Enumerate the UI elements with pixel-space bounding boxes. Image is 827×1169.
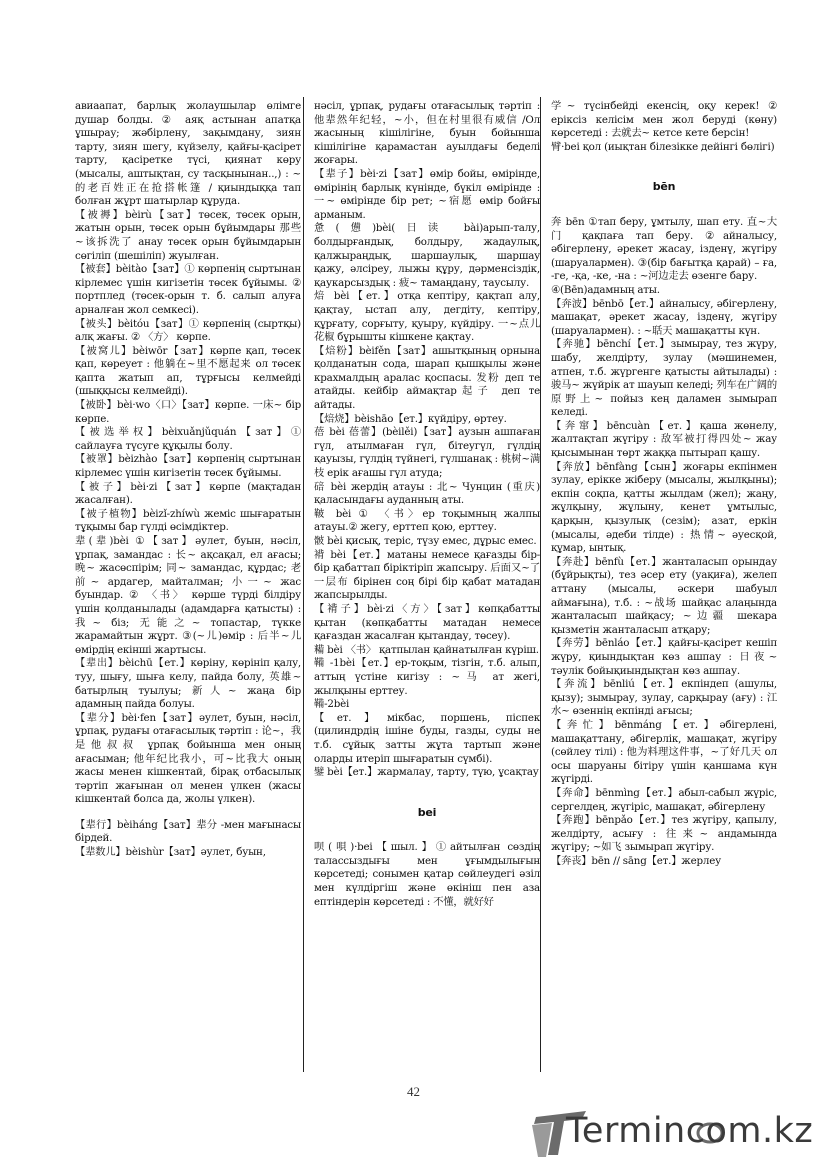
dictionary-entry: 学~ түсінбейді екенсің, оқу керек! ② еріксіз келісім мен жол беруді (көну) көрсетеді : 去就去~ кетсе кете берсін! [551, 100, 777, 140]
dictionary-entry: 辈(辈)bèi ①【зат】әулет, буын, нәсіл, ұрпақ, замандас : 长~ ақсақал, ел ағасы; 晚~ жасөспірім; 同~ замандас, құрдас; 老前~ ардагер, майталман; 小一~ жас буындар. ② 〈书〉 көрше түрді білдіру үшін қолданылады (адамдарға қатысты) : 我~ біз; 无能之~ топастар, түкке жарамайтын жұрт. ③(~儿)өмір : 后半~儿 өмірдің екінші жартысы. [75, 535, 301, 656]
dictionary-entry: 【被罩】bèizhào【зат】көрпенің сыртынан кірлемес үшін кигізетін төсек бұйымы. [75, 453, 301, 480]
dictionary-entry: 【辈出】bèichū【ет.】көріну, көрініп қалу, туу, шығу, шыға келу, пайда болу, 英雄~ батырлың туылуы; 新人~ жаңа бір адамның пайда болуы. [75, 657, 301, 711]
dictionary-entry: 【奔丧】bēn // sāng【ет.】жерлеу [551, 854, 721, 867]
dictionary-entry: 碚 bèi жердің атауы : 北~ Чунцин (重庆) қаласындағы ауданның аты. [314, 480, 540, 507]
section-heading: bei [417, 805, 437, 819]
column-3 [551, 100, 777, 1080]
dictionary-entry: 【被选举权】bèixuǎnjǔquán【зат】① сайлауға түсуге құқылы болу. [75, 426, 301, 452]
dictionary-entry: 鞴-2bèi [314, 698, 350, 711]
dictionary-entry: 【奔流】bēnliú【ет.】екпіндеп (ашулы, қызу); зымырау, зулау, сарқырау (ағу) : 江水~ өзеннің екпінді ағысы; [551, 678, 777, 718]
column-1 [75, 100, 301, 1080]
dictionary-entry: авиаапат, барлық жолаушылар өлімге душар болды. ② аяқ астынан апатқа ұшырау; жәбірлену, зақымдану, зиян тарту, зиян шегу, күйзелу, қайғы-қасірет тарту, қасіретке түсі, қиянат көру (мысалы, аштықтан, су тасқынынан..,) : ~的老百姓正在抢搭帐篷 / қиындыққа тап болған жұрт шатырлар құруда. [75, 100, 301, 208]
dictionary-entry: 【被套】bèitào【зат】① көрпенің сыртынан кірлемес үшін кигізетін төсек бұйымы. ② портплед (төсек-орын т. б. салып алуға арналған жол семкесі). [75, 263, 301, 316]
dictionary-entry: 【奔赴】bēnfù【ет.】жанталасып орындау (бұйрықты), тез әсер ету (уақиға), желеп аттану (мысалы, әскери шабуыл аймағына), т.б. : ~战场 шайқас алаңында жанталасып шайқасу; ~边疆 шекара қызметін жанталасып атқару; [551, 555, 777, 636]
dictionary-entry: 【被子】bèi·zi【зат】көрпе (мақтадан жасалған). [75, 480, 301, 507]
dictionary-entry: 鞁 bèi ① 〈书〉ер тоқымның жалпы атауы.② жегу, ерттеп қою, ерттеу. [314, 507, 540, 534]
dictionary-entry: 【焙烧】bèishāo【ет.】күйдіру, өртеу. [314, 412, 507, 425]
column-2 [314, 100, 540, 1080]
dictionary-entry: 【奔忙】bēnmáng【ет.】әбігерлені, машақаттану, әбігерлік, машақат, жүгіру (сөйлеу тілі) : 他为料理这件事，~了好几天 ол осы шаруаны бітіру үшін қаншама күн жүгірді. [551, 718, 777, 786]
logo-text: Termincom.kz [566, 1111, 814, 1151]
dictionary-entry: 【奔跑】bēnpǎo【ет.】тез жүгіру, қапылу, желдірту, асығу : 往来~ андамында жүгіру; ~如飞 зымырап жүгіру. [551, 814, 777, 854]
dictionary-entry: 【被头】bèitóu【зат】① көрпенің (сыртқы) алқ жағы. ② 〈方〉 көрпе. [75, 317, 301, 344]
dictionary-entry: 蓓 bèi 蓓蕾】(bèilěi)【зат】аузын ашпаған гүл, атылмаған гүл, бітеугүл, гүлдің қауызы, гүлдің түйнегі, гүлшанақ : 桃树~满枝 ерік ағашы гүл атуда; [314, 426, 540, 480]
dictionary-entry: 【奔驰】bēnchí【ет.】зымырау, тез жүру, шабу, желдірту, зулау (мәшинемен, атпен, т.б. жүргенге қатысты айтылады) : 骏马~ жүйрік ат шауып келеді; 列车在广阔的原野上~ пойыз кең даламен зымырап келеді. [551, 338, 777, 419]
dictionary-entry: 【辈子】bèi·zi【зат】өмір бойы, өмірінде, өмірінің барлық күнінде, бүкіл өмірінде : 一~ өмірінде бір рет; ~宿愿 өмір бойғы арманым. [314, 167, 540, 221]
dictionary-entry: 【被子植物】bèizǐ-zhíwù жеміс шығаратын тұқымы бар гүлді өсімдіктер. [75, 507, 301, 534]
dictionary-entry: 【被褥】bèirù【зат】төсек, төсек орын, жатын орын, төсек орын бұйымдары 那些~该拆洗了 анау төсек орын бұйымдарын сөгіліп (шешіліп) жуылған. [75, 208, 301, 262]
dictionary-entry: 【被窝儿】bèiwōr【зат】көрпе қап, төсек қап, көреует : 他躺在~里不愿起来 ол төсек қапта жатып ап, тұрғысы келмейді (шыққысы келмейді). [75, 344, 301, 398]
dictionary-entry: 鞴 -1bèi【ет.】ер-тоқым, тізгін, т.б. алып, аттың үстіне кигізу : ~马 ат жегі, жылқыны ерттеу. [314, 657, 540, 697]
dictionary-entry: 【奔劳】bēnláo【ет.】қайғы-қасірет кешіп жүру, қиындықтан көз ашпау : 日夜~ тәулік бойықиындықтан көз ашпау. [551, 637, 777, 677]
dictionary-entry: 【奔波】bēnbō【ет.】айналысу, әбігерлену, машақат, әрекет жасау, ізденү, жүгіру (шаруалармен). : ~聒天 машақатты күн. [551, 297, 777, 337]
dictionary-entry: 【奔命】bēnmìng【ет.】абыл-сабыл жүріс, сергелдең, жүгіріс, машақат, әбігерлену [551, 786, 777, 813]
dictionary-entry: 惫(憊)bèi(日读 bài)арып-талу, болдырғандық, болдыру, жадаулық, қалжыраңдық, шаршаулық, шаршау қажу, әлсіреу, лыжы құру, дәрменсіздік, қаукарсыздық : 疲~ тамаңдану, таусылу. [314, 222, 540, 289]
dictionary-entry: 奔 bēn ①тап беру, ұмтылу, шап ету. 直~大门 қақпаға тап беру. ②айналысу, әбігерлену, әрекет жасау, ізденү, жүгіру (шаруалармен). ③(бір бағытқа қарай) – ға, -ге, -қа, -ке, -на : ~河边走去 өзенге бару. [551, 215, 777, 283]
dictionary-entry: 【ет.】мікбас, поршень, піспек (цилиндрдің ішіне буды, газды, суды не т.б. сұйық затты жұта тартып және оларды итеріп шығаратын сүмбі). [314, 711, 540, 765]
dictionary-entry: 【辈行】bèiháng【зат】辈分 -мен мағынасы бірдей. [75, 818, 301, 845]
column-divider [540, 97, 541, 1072]
dictionary-entry: 【奔放】bēnfàng【сын】жоғары екпінмен зулау, ерікке жіберу (мысалы, жылқыны); екпін соқпа, қатты жылдам (жел); жаңу, жұлқыну, жұлыну, кенет ұмтылыс, қарқын, қызулық (сезім); азат, еркін (мысалы, әдеби тілде) : 热情~ әуесқой, құмар, ынтық. [551, 460, 777, 555]
page-number: 42 [407, 1084, 420, 1099]
dictionary-entry: 焙 bèi【ет.】отқа кептіру, қақтап алу, қақтау, ыстап алу, дегдіту, кептіру, құрғату, сорғыту, қуыру, күйдіру. 一~点儿花椒 бұрышты кішкене қақтау. [314, 290, 540, 344]
dictionary-entry: 糒 bèi 〈书〉 қатпылан қайнатылған күріш. [314, 643, 539, 656]
dictionary-entry: 臂·bei қол (иықтан білезікке дейінгі бөлігі) [551, 140, 775, 153]
dictionary-entry: 【辈分】bèi·fen【зат】әулет, буын, нәсіл, ұрпақ, рудағы отағасылық тәртіп : 论~，我是他叔叔 ұрпақ бойынша мен оның ағасыман; 他年纪比我小，可~比我大 оның жасы менен кішкентай, бірақ отбасылық тәртіп жағынан ол менен үлкен (жасы кішкентай болса да, жолы үлкен). [75, 711, 301, 806]
dictionary-entry: 【褙子】bèi·zi〈方〉【зат】көпқабатты қытан (көпқабатты матадан немесе қағаздан жасалған қытандау, төсеу). [314, 602, 540, 643]
dictionary-entry: 骳 bèi қисық, теріс, түзу емес, дұрыс емес. [314, 535, 537, 547]
dictionary-entry: 【被卧】bèi·wo〈口〉【зат】көрпе. 一床~ бір көрпе. [75, 399, 301, 425]
dictionary-entry: 鐾 bèi【ет.】жармалау, тарту, түю, ұсақтау [314, 766, 539, 779]
section-heading: bēn [652, 180, 676, 194]
column-divider [303, 97, 304, 1072]
dictionary-entry: 【奔窜】bēncuàn【ет.】қаша жөнелу, жалтақтап жүгіру : 敌军被打得四处~ жау қысымынан төрт жаққа пытырап қашу. [551, 419, 777, 460]
dictionary-entry: нәсіл, ұрпақ, рудағы отағасылық тәртіп : 他辈然年纪轻，~小，但在村里很有威信 /Ол жасының кішілігіне, буын бойынша кішілігіне қарамастан ауылдағы беделі жоғары. [314, 100, 540, 167]
dictionary-entry: 呗(唄)·bei【шыл.】①айтылған сөздің талассыздығы мен ұғымдылығын көрсетеді; сонымен қатар сөйлеудегі әзіл мен күлдіргіш және өкініш пен аза ептіндерін көрсетеді : 不懂，就好好 [314, 841, 540, 908]
dictionary-entry: 【焙粉】bèifěn【зат】ашытқының орнына қолданатын сода, шарап қышқылы және крахмалдың аралас қоспасы. 发粉 деп те атайды. кейбір аймақтар起子 деп те айтады. [314, 344, 540, 412]
dictionary-entry: 【辈数儿】bèishùr【зат】әулет, буын, [75, 846, 266, 859]
dictionary-entry: ④(Bēn)адамның аты. [551, 283, 660, 296]
dictionary-entry: 褙 bèi【ет.】матаны немесе қағазды бір-бір қабаттап біріктіріп жапсыру. 后面又~了一层布 бірінен соң бірі бір қабат матадан жапсырылды. [314, 548, 540, 602]
